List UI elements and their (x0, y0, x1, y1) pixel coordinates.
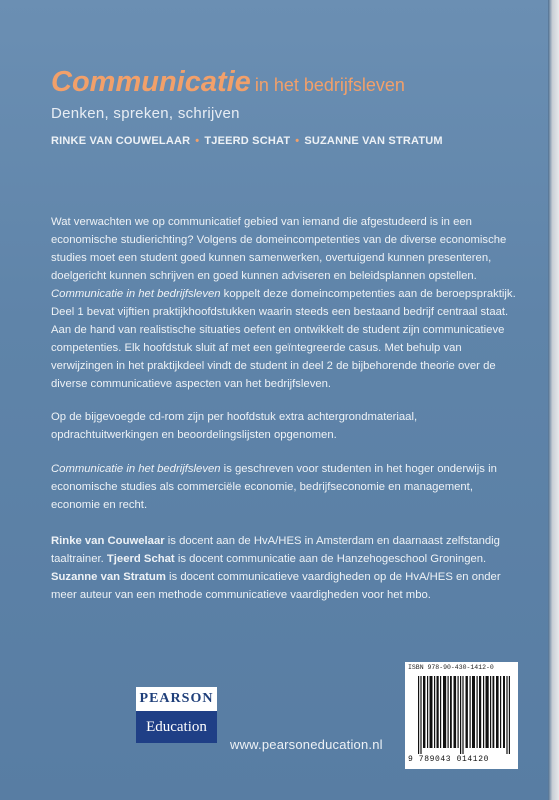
blurb-paragraph-3 (51, 460, 521, 514)
book-title (51, 66, 405, 99)
publisher-url: www.pearsoneducation.nl (230, 737, 383, 752)
bio-text-2: is docent communicatie aan de Hanzehogeschool Groningen. (174, 553, 487, 565)
book-subtitle: Denken, spreken, schrijven (51, 105, 240, 122)
author-1: RINKE VAN COUWELAAR (51, 135, 191, 147)
author-3: SUZANNE VAN STRATUM (304, 135, 443, 147)
publisher-logo-pearson: PEARSON (136, 687, 217, 711)
isbn-number: 9 789043 014120 (408, 755, 490, 764)
author-list (51, 135, 443, 147)
author-separator: • (195, 135, 200, 147)
page-edge (548, 0, 559, 800)
blurb-p3-text: is geschreven voor studenten in het hoger onderwijs in economische studies als commerciële economie, bedrijfseconomie en management, economie en recht. (51, 463, 497, 511)
title-rest: in het bedrijfsleven (254, 75, 405, 95)
blurb-p1-text-2: koppelt deze domeincompetenties aan de beroepspraktijk. Deel 1 bevat vijftien praktijkhoofdstukken waarin steeds een bestaand bedrijf centraal staat. Aan de hand van realistische situaties oefent en ontwikkelt de student zijn communicatieve competenties. Elk hoofdstuk sluit af met een geïntegreerde casus. Met behulp van verwijzingen in het praktijkdeel vindt de student in deel 2 de bijbehorende theorie over de diverse communicatieve aspecten van het bedrijfsleven. (51, 288, 516, 390)
publisher-logo-education: Education (136, 711, 217, 743)
blurb-p1-italic-title: Communicatie in het bedrijfsleven (51, 288, 221, 300)
bio-text-1: is docent aan de HvA/HES in Amsterdam en daarnaast zelfstandig taaltrainer. (51, 535, 500, 565)
bio-name-1: Rinke van Couwelaar (51, 535, 165, 547)
bio-name-3: Suzanne van Stratum (51, 571, 166, 583)
blurb-paragraph-1 (51, 213, 521, 393)
bio-name-2: Tjeerd Schat (106, 553, 175, 565)
author-bios (51, 532, 521, 604)
bio-text-3: is docent communicatieve vaardigheden op de HvA/HES en onder meer auteur van een methode communicatieve vaardigheden voor het mbo. (51, 571, 501, 601)
blurb-p2-text: Op de bijgevoegde cd-rom zijn per hoofdstuk extra achtergrondmateriaal, opdrachtuitwerkingen en beoordelingslijsten opgenomen. (51, 411, 418, 441)
blurb-p1-text: Wat verwachten we op communicatief gebied van iemand die afgestudeerd is in een economische studierichting? Volgens de domeincompetenties van de diverse economische studies moet een student goed kunnen samenwerken, overtuigend kunnen presenteren, doelgericht kunnen schrijven en goed kunnen adviseren en beleidsplannen opstellen. (51, 216, 507, 282)
author-2: TJEERD SCHAT (204, 135, 291, 147)
barcode-icon (418, 676, 510, 754)
isbn-label: ISBN 978-90-430-1412-0 (408, 664, 494, 671)
author-separator: • (295, 135, 300, 147)
blurb-p3-italic-title: Communicatie in het bedrijfsleven (51, 463, 221, 475)
blurb-paragraph-2 (51, 408, 521, 444)
title-main: Communicatie (51, 66, 251, 98)
